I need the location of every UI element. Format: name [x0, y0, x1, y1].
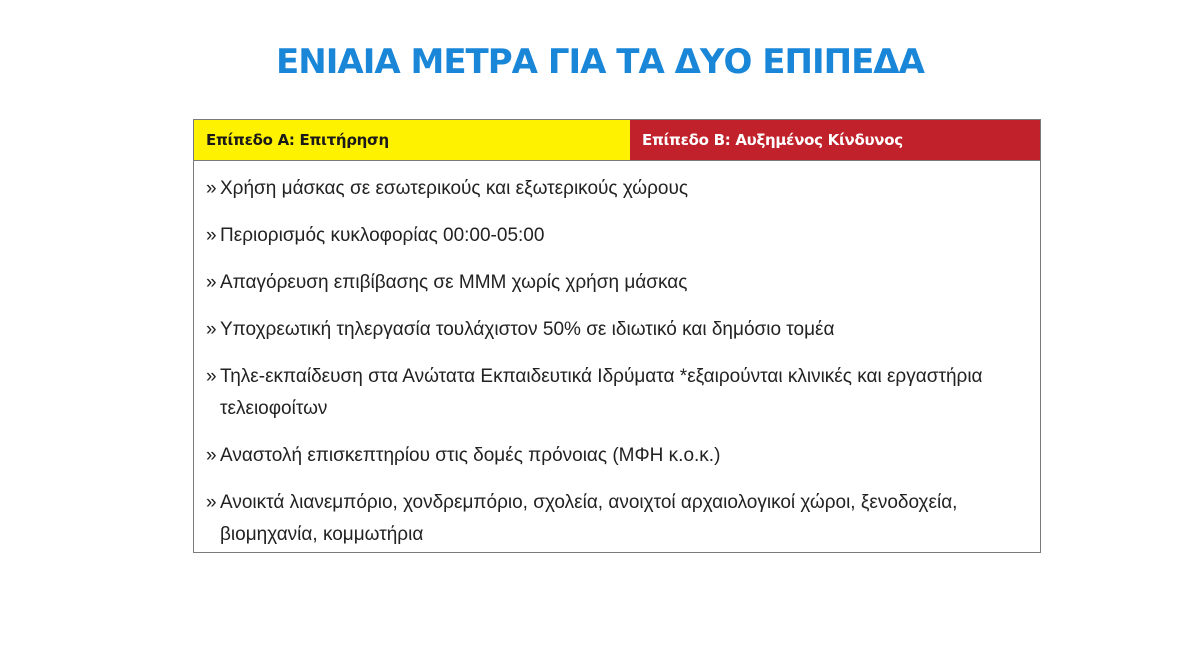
bullet-icon: » [206, 366, 217, 387]
list-item [194, 487, 1040, 551]
measure-text: Ανοικτά λιανεμπόριο, χονδρεμπόριο, σχολεία, ανοιχτοί αρχαιολογικοί χώροι, ξενοδοχεία, βιομηχανία, κομμωτήρια [220, 492, 958, 545]
measure-text: Περιορισμός κυκλοφορίας 00:00-05:00 [220, 225, 545, 246]
measure-text: Χρήση μάσκας σε εσωτερικούς και εξωτερικούς χώρους [220, 178, 689, 199]
list-item [194, 220, 1040, 252]
bullet-icon: » [206, 225, 217, 246]
levels-header [194, 120, 1040, 161]
bullet-icon: » [206, 178, 217, 199]
list-item [194, 314, 1040, 346]
measure-text: Αναστολή επισκεπτηρίου στις δομές πρόνοιας (ΜΦΗ κ.ο.κ.) [220, 445, 721, 466]
list-item [194, 440, 1040, 472]
measure-text: Τηλε-εκπαίδευση στα Ανώτατα Εκπαιδευτικά Ιδρύματα *εξαιρούνται κλινικές και εργαστήρια τελειοφοίτων [220, 366, 983, 419]
measure-text: Απαγόρευση επιβίβασης σε ΜΜΜ χωρίς χρήση μάσκας [220, 272, 688, 293]
bullet-icon: » [206, 492, 217, 513]
bullet-icon: » [206, 272, 217, 293]
level-b-label: Επίπεδο Β: Αυξημένος Κίνδυνος [630, 120, 1040, 160]
measures-panel [193, 119, 1041, 553]
measures-list [194, 161, 1040, 551]
measure-text: Υποχρεωτική τηλεργασία τουλάχιστον 50% σε ιδιωτικό και δημόσιο τομέα [220, 319, 835, 340]
bullet-icon: » [206, 445, 217, 466]
bullet-icon: » [206, 319, 217, 340]
level-a-label: Επίπεδο Α: Επιτήρηση [194, 120, 630, 160]
list-item [194, 361, 1040, 425]
list-item [194, 173, 1040, 205]
page-title: ΕΝΙΑΙΑ ΜΕΤΡΑ ΓΙΑ ΤΑ ΔΥΟ ΕΠΙΠΕΔΑ [276, 42, 924, 82]
list-item [194, 267, 1040, 299]
